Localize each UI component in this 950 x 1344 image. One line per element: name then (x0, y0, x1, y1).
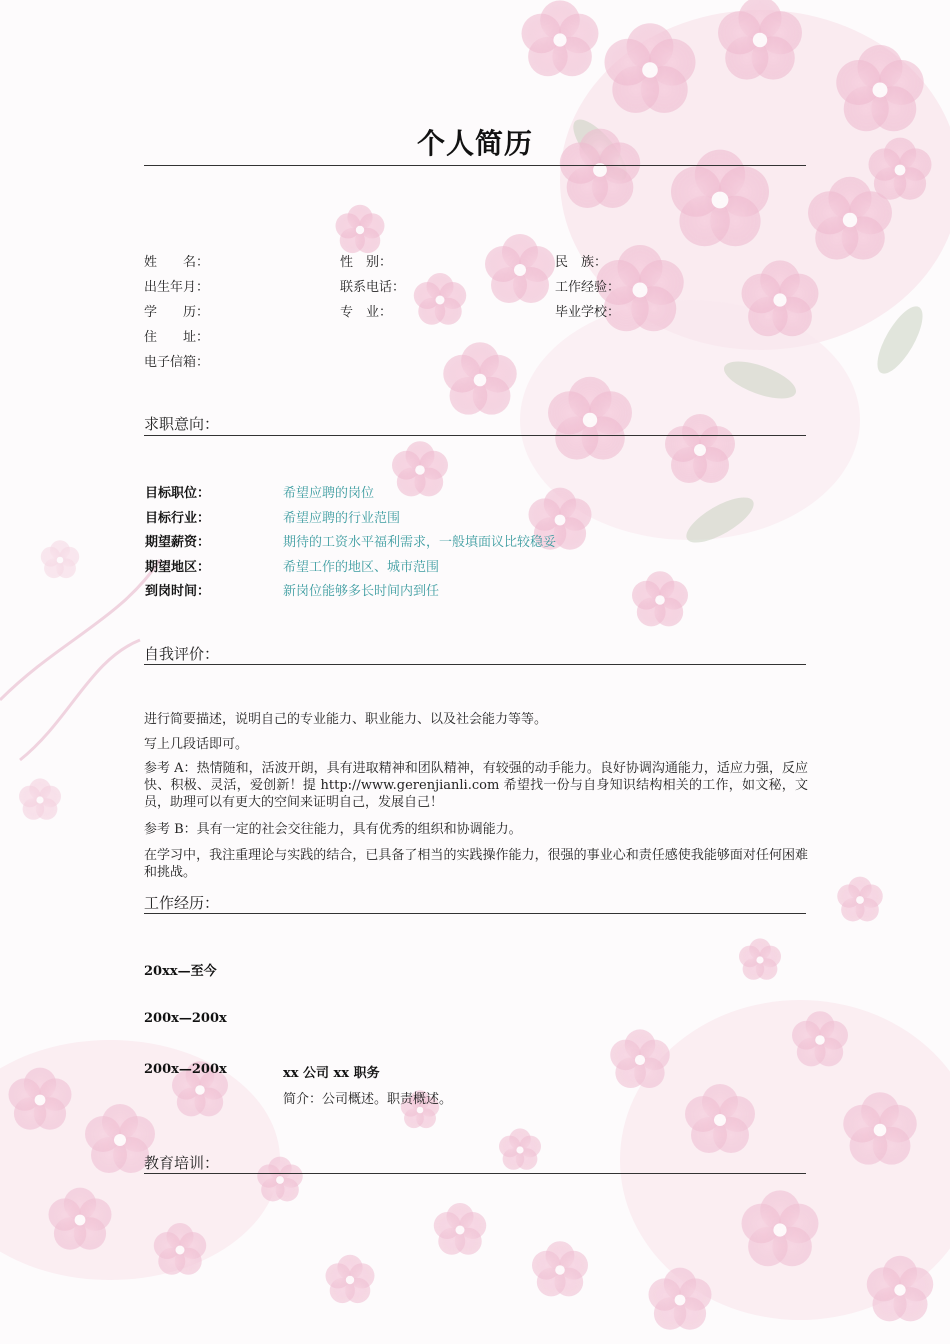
intent-divider (144, 435, 806, 436)
intent-value: 新岗位能够多长时间内到任 (283, 584, 440, 599)
work-date: 200x—200x (144, 1062, 227, 1077)
field-major: 专 业： (340, 305, 393, 320)
field-email: 电子信箱： (144, 355, 210, 370)
section-heading-intent: 求职意向： (144, 415, 220, 433)
self-eval-paragraph: 在学习中，我注重理论与实践的结合，已具备了相当的实践操作能力，很强的事业心和责任感使我能够面对任何困难和挑战。 (144, 848, 808, 880)
self-eval-paragraph-a: 参考 A：热情随和，活波开朗，具有进取精神和团队精神，有较强的动手能力。良好协调沟通能力，适应力强，反应快、积极、灵活，爱创新！提 http://www.gerenjianli.com 希望找一份与自身知识结构相关的工作，如文秘，文员，助理可以有更大的空间来证明自己，发展自己！ (144, 761, 808, 810)
self-eval-paragraph: 进行简要描述，说明自己的专业能力、职业能力、以及社会能力等等。 (144, 712, 548, 727)
title-divider (144, 165, 806, 166)
field-address: 住 址： (144, 330, 210, 345)
work-date: 200x—200x (144, 1011, 227, 1026)
page-title: 个人简历 (416, 127, 533, 160)
intent-value: 期待的工资水平福利需求，一般填面议比较稳妥 (283, 535, 557, 550)
field-education: 学 历： (144, 305, 210, 320)
intent-value: 希望工作的地区、城市范围 (283, 560, 440, 575)
intent-value: 希望应聘的岗位 (283, 486, 375, 501)
work-description: 简介：公司概述。职责概述。 (283, 1092, 453, 1107)
field-name: 姓 名： (144, 255, 210, 270)
section-heading-self-eval: 自我评价： (144, 645, 220, 663)
intent-label: 期望地区： (145, 560, 211, 575)
self-eval-divider (144, 664, 806, 665)
work-date: 20xx—至今 (144, 964, 217, 979)
intent-value: 希望应聘的行业范围 (283, 511, 401, 526)
intent-label: 目标行业： (145, 511, 211, 526)
work-divider (144, 913, 806, 914)
education-divider (144, 1173, 806, 1174)
section-heading-work: 工作经历： (144, 894, 220, 912)
field-phone: 联系电话： (340, 280, 406, 295)
field-birth: 出生年月： (144, 280, 210, 295)
work-company-title: xx 公司 xx 职务 (283, 1066, 380, 1081)
intent-label: 期望薪资： (145, 535, 211, 550)
intent-label: 目标职位： (145, 486, 211, 501)
self-eval-paragraph-b: 参考 B：具有一定的社会交往能力，具有优秀的组织和协调能力。 (144, 822, 522, 837)
field-school: 毕业学校： (555, 305, 621, 320)
self-eval-paragraph: 写上几段话即可。 (144, 737, 249, 752)
intent-label: 到岗时间： (145, 584, 211, 599)
field-gender: 性 别： (340, 255, 393, 270)
field-experience: 工作经验： (555, 280, 621, 295)
field-ethnicity: 民 族： (555, 255, 608, 270)
section-heading-education: 教育培训： (144, 1154, 220, 1172)
